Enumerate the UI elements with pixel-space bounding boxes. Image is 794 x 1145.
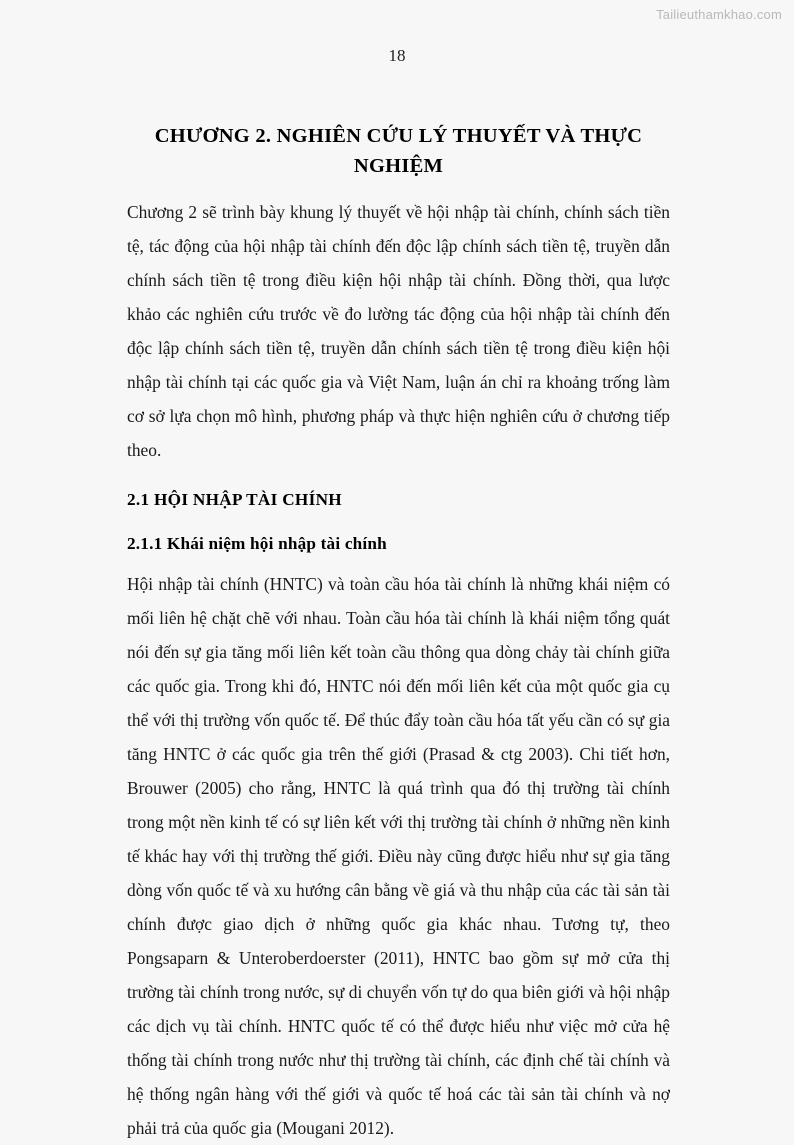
section-heading-2-1: 2.1 HỘI NHẬP TÀI CHÍNH [127, 490, 342, 510]
site-watermark: Tailieuthamkhao.com [656, 7, 782, 22]
chapter-title: CHƯƠNG 2. NGHIÊN CỨU LÝ THUYẾT VÀ THỰC NGHIỆM [154, 125, 643, 177]
section-2-1-1-paragraph: Hội nhập tài chính (HNTC) và toàn cầu hóa tài chính là những khái niệm có mối liên hệ chặt chẽ với nhau. Toàn cầu hóa tài chính là khái niệm tổng quát nói đến sự gia tăng mối liên kết toàn cầu thông qua dòng chảy tài chính giữa các quốc gia. Trong khi đó, HNTC nói đến mối liên kết của một quốc gia cụ thể với thị trường vốn quốc tế. Để thúc đẩy toàn cầu hóa tất yếu cần có sự gia tăng HNTC ở các quốc gia trên thế giới (Prasad & ctg 2003). Chi tiết hơn, Brouwer (2005) cho rằng, HNTC là quá trình qua đó thị trường tài chính trong một nền kinh tế có sự liên kết với thị trường tài chính ở những nền kinh tế khác hay với thị trường thế giới. Điều này cũng được hiểu như sự gia tăng dòng vốn quốc tế và xu hướng cân bằng về giá và thu nhập của các tài sản tài chính được giao dịch ở những quốc gia khác nhau. Tương tự, theo Pongsaparn & Unteroberdoerster (2011), HNTC bao gồm sự mở cửa thị trường tài chính trong nước, sự di chuyển vốn tự do qua biên giới và hội nhập các dịch vụ tài chính. HNTC quốc tế có thể được hiểu như việc mở cửa hệ thống tài chính trong nước như thị trường tài chính, các định chế tài chính và hệ thống ngân hàng với thế giới và quốc tế hoá các tài sản tài chính và nợ phải trả của quốc gia (Mougani 2012). [127, 574, 670, 1139]
section-heading-2-1-1: 2.1.1 Khái niệm hội nhập tài chính [127, 534, 387, 554]
chapter-intro-paragraph: Chương 2 sẽ trình bày khung lý thuyết về hội nhập tài chính, chính sách tiền tệ, tác động của hội nhập tài chính đến độc lập chính sách tiền tệ, truyền dẫn chính sách tiền tệ trong điều kiện hội nhập tài chính. Đồng thời, qua lược khảo các nghiên cứu trước về đo lường tác động của hội nhập tài chính đến độc lập chính sách tiền tệ, truyền dẫn chính sách tiền tệ trong điều kiện hội nhập tài chính tại các quốc gia và Việt Nam, luận án chỉ ra khoảng trống làm cơ sở lựa chọn mô hình, phương pháp và thực hiện nghiên cứu ở chương tiếp theo. [127, 202, 670, 461]
page-number: 18 [388, 46, 406, 65]
page-content [127, 122, 670, 1145]
